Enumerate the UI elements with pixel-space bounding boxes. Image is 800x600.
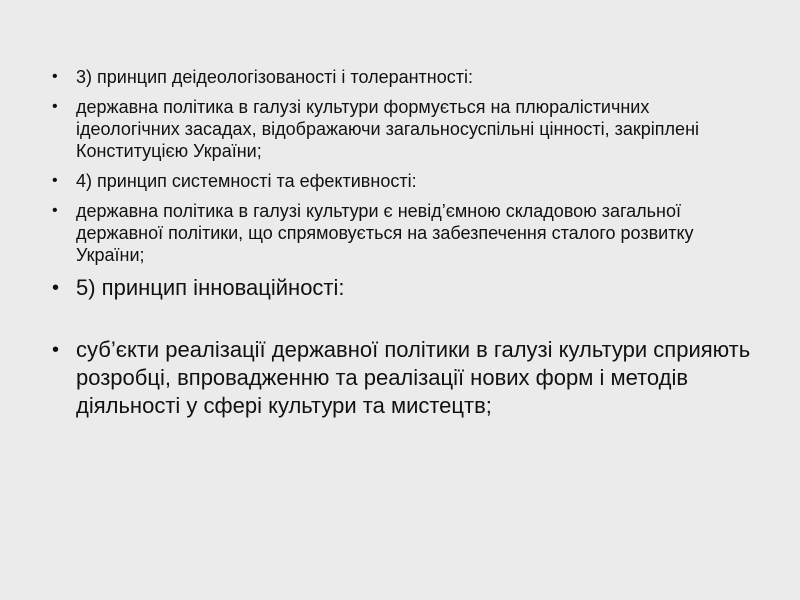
bullet-text: державна політика в галузі культури формується на плюралістичних ідеологічних засадах, відображаючи загальносуспільні цінності, закріплені Конституцією України; [76, 97, 700, 161]
bullet-text: 5) принцип інноваційності: [76, 275, 345, 300]
bullet-dot-icon: • [52, 339, 60, 361]
bullet-dot-icon: • [52, 202, 58, 219]
bullet-item [52, 66, 752, 88]
bullet-item [52, 336, 752, 420]
bullet-dot-icon: • [52, 277, 60, 299]
bullet-text: 3) принцип деідеологізованості і толерантності: [76, 67, 473, 87]
bullet-dot-icon: • [52, 98, 58, 115]
bullet-text: 4) принцип системності та ефективності: [76, 171, 417, 191]
bullet-item [52, 200, 752, 266]
bullet-list [52, 66, 752, 420]
bullet-dot-icon: • [52, 172, 58, 189]
bullet-item [52, 96, 752, 162]
bullet-dot-icon: • [52, 68, 58, 85]
bullet-item [52, 274, 752, 302]
bullet-text: державна політика в галузі культури є невід’ємною складовою загальної державної політики, що спрямовується на забезпечення сталого розвитку України; [76, 201, 694, 265]
bullet-text: суб’єкти реалізації державної політики в галузі культури сприяють розробці, впровадженню та реалізації нових форм і методів діяльності у сфері культури та мистецтв; [76, 337, 751, 418]
bullet-item [52, 170, 752, 192]
